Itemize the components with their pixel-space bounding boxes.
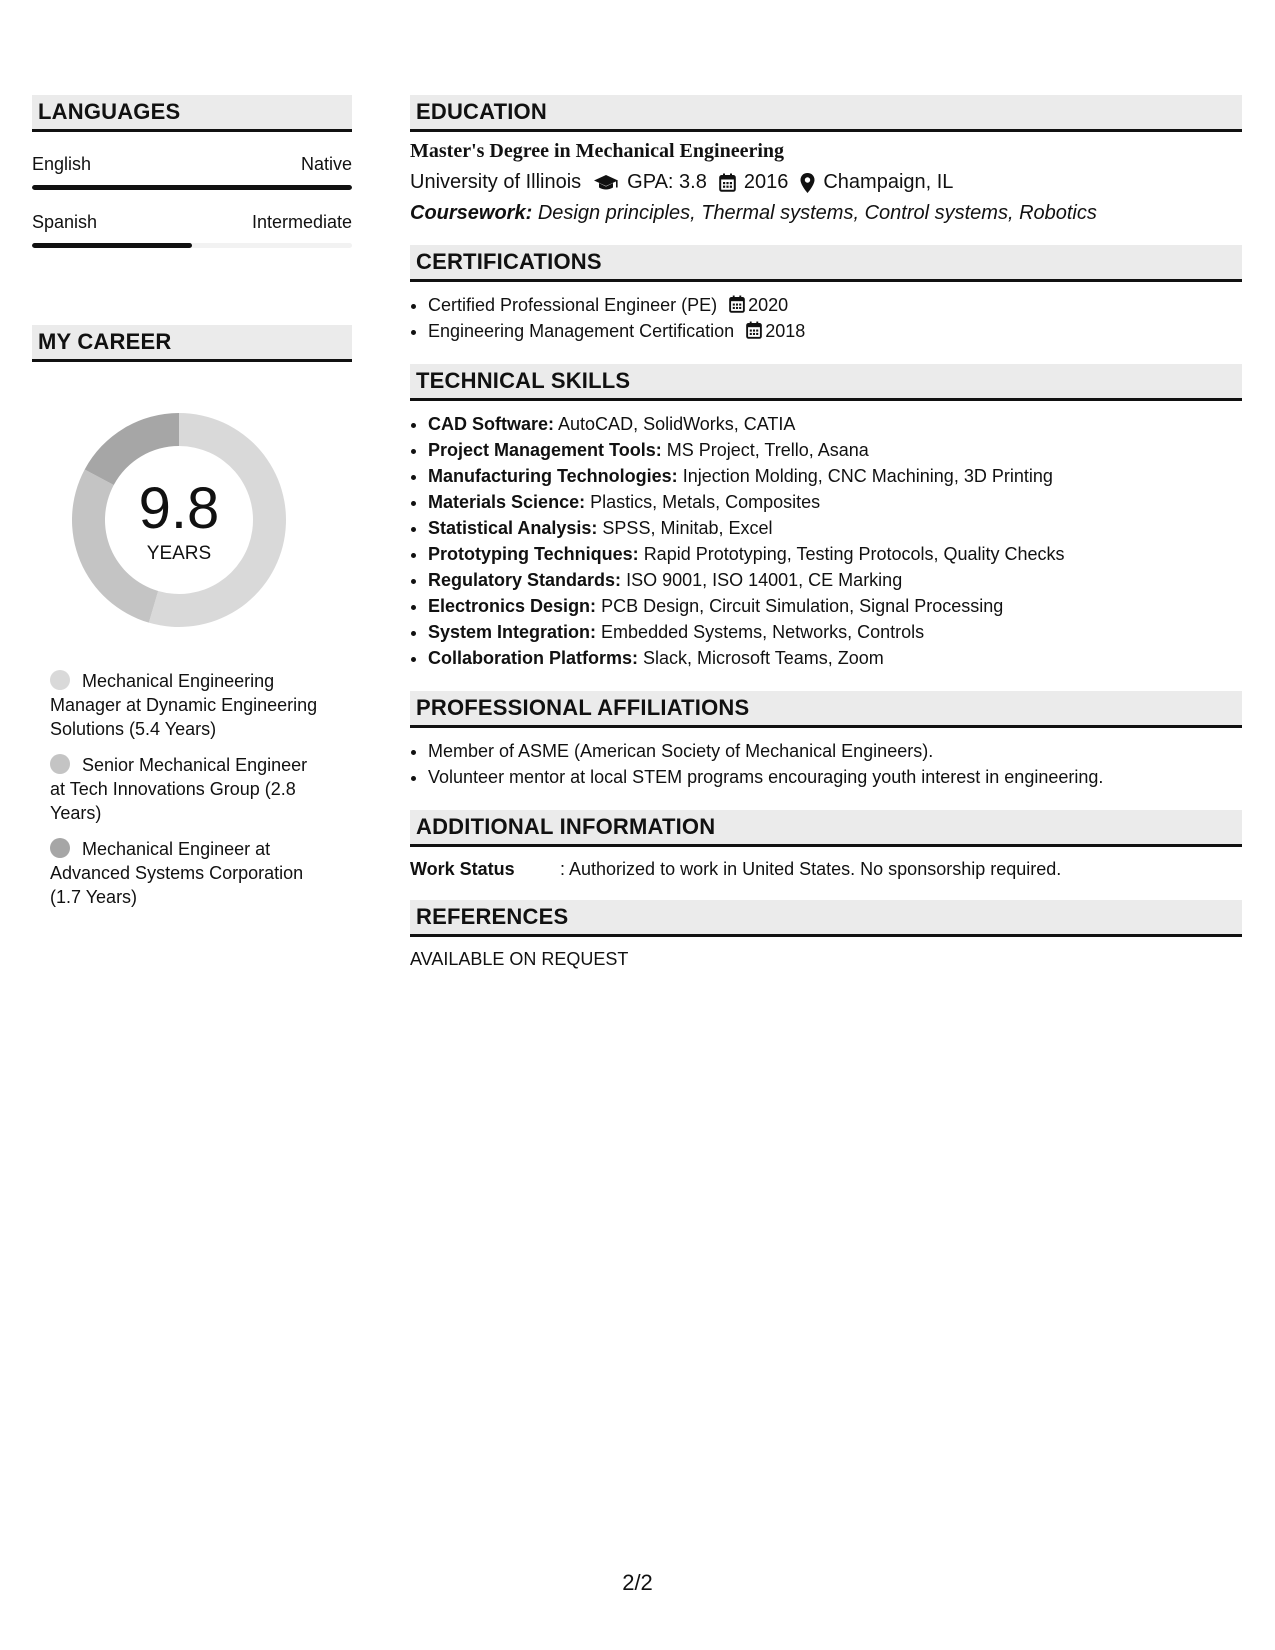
- skill-value: MS Project, Trello, Asana: [666, 440, 869, 460]
- career-item: [50, 669, 320, 741]
- gpa: GPA: 3.8: [627, 171, 707, 193]
- certifications-section: [410, 245, 1242, 344]
- skill-item: [428, 411, 1242, 437]
- languages-section: [32, 95, 352, 248]
- education-details: [410, 171, 1242, 194]
- left-column: [32, 95, 352, 921]
- references-heading: REFERENCES: [410, 900, 1242, 937]
- career-legend-dot-icon: [50, 754, 70, 774]
- skill-value: Embedded Systems, Networks, Controls: [601, 622, 925, 642]
- career-item: [50, 837, 320, 909]
- affiliations-heading: PROFESSIONAL AFFILIATIONS: [410, 691, 1242, 728]
- education-section: [410, 95, 1242, 225]
- work-status-label: Work Status: [410, 859, 515, 879]
- skill-value: SPSS, Minitab, Excel: [602, 518, 773, 538]
- language-item: [32, 212, 352, 248]
- skill-value: ISO 9001, ISO 14001, CE Marking: [626, 570, 903, 590]
- skill-value: Slack, Microsoft Teams, Zoom: [643, 648, 884, 668]
- languages-heading: LANGUAGES: [32, 95, 352, 132]
- skill-value: Injection Molding, CNC Machining, 3D Printing: [682, 466, 1053, 486]
- language-proficiency-bar: [32, 243, 352, 248]
- skill-label: Manufacturing Technologies:: [428, 466, 678, 486]
- skill-label: Project Management Tools:: [428, 440, 662, 460]
- career-total-value: 9.8: [138, 476, 220, 541]
- skill-item: [428, 463, 1242, 489]
- language-row: [32, 212, 352, 233]
- languages-list: [32, 154, 352, 248]
- work-status-value: : Authorized to work in United States. No sponsorship required.: [560, 859, 1062, 879]
- degree-title: Master's Degree in Mechanical Engineering: [410, 140, 785, 162]
- career-item-text: Mechanical Engineer at Advanced Systems Corporation (1.7 Years): [50, 839, 304, 907]
- school-location: Champaign, IL: [823, 171, 954, 193]
- skill-label: Regulatory Standards:: [428, 570, 622, 590]
- additional-heading: ADDITIONAL INFORMATION: [410, 810, 1242, 847]
- career-legend-dot-icon: [50, 838, 70, 858]
- skill-value: PCB Design, Circuit Simulation, Signal Processing: [601, 596, 1004, 616]
- career-legend-dot-icon: [50, 670, 70, 690]
- skill-label: Collaboration Platforms:: [428, 648, 639, 668]
- language-item: [32, 154, 352, 190]
- language-proficiency-bar: [32, 185, 352, 190]
- coursework: [410, 202, 1242, 225]
- skills-list: [410, 411, 1242, 671]
- calendar-icon: [719, 173, 736, 192]
- skills-section: [410, 364, 1242, 671]
- certification-name: Certified Professional Engineer (PE): [428, 295, 718, 315]
- skill-label: System Integration:: [428, 622, 597, 642]
- skill-value: AutoCAD, SolidWorks, CATIA: [558, 414, 796, 434]
- right-column: [410, 95, 1242, 970]
- education-heading: EDUCATION: [410, 95, 1242, 132]
- certification-item: [428, 318, 1242, 344]
- skills-heading: TECHNICAL SKILLS: [410, 364, 1242, 401]
- affiliations-list: [410, 738, 1242, 790]
- coursework-list: Design principles, Thermal systems, Control systems, Robotics: [537, 202, 1097, 224]
- skill-value: Plastics, Metals, Composites: [590, 492, 821, 512]
- certifications-heading: CERTIFICATIONS: [410, 245, 1242, 282]
- skill-label: Statistical Analysis:: [428, 518, 598, 538]
- career-item-text: Mechanical Engineering Manager at Dynamic Engineering Solutions (5.4 Years): [50, 671, 318, 739]
- skill-item: [428, 619, 1242, 645]
- certification-year: 2020: [748, 295, 789, 315]
- skill-item: [428, 489, 1242, 515]
- calendar-icon: [746, 321, 762, 339]
- coursework-label: Coursework:: [410, 202, 533, 224]
- affiliation-item: • Member of ASME (American Society of Mechanical Engineers).: [428, 738, 1242, 764]
- skill-label: Prototyping Techniques:: [428, 544, 639, 564]
- certification-name: Engineering Management Certification: [428, 321, 735, 341]
- skill-item: [428, 593, 1242, 619]
- calendar-icon: [729, 295, 745, 313]
- location-pin-icon: [800, 173, 815, 193]
- career-item-text: Senior Mechanical Engineer at Tech Innovations Group (2.8 Years): [50, 755, 308, 823]
- career-heading: MY CAREER: [32, 325, 352, 362]
- references-section: [410, 900, 1242, 970]
- career-total-unit: YEARS: [146, 543, 212, 564]
- skill-item: [428, 437, 1242, 463]
- language-level: Native: [300, 154, 352, 174]
- donut-segment: [85, 413, 179, 485]
- skill-item: [428, 645, 1242, 671]
- affiliation-item: • Volunteer mentor at local STEM programs encouraging youth interest in engineering.: [428, 764, 1242, 790]
- language-row: [32, 154, 352, 175]
- skill-item: [428, 515, 1242, 541]
- skill-label: Electronics Design:: [428, 596, 597, 616]
- certification-year: 2018: [765, 321, 806, 341]
- skill-item: [428, 541, 1242, 567]
- skill-value: Rapid Prototyping, Testing Protocols, Quality Checks: [643, 544, 1065, 564]
- language-proficiency-fill: [32, 185, 352, 190]
- page-number: 2/2: [622, 1570, 653, 1595]
- language-proficiency-fill: [32, 243, 192, 248]
- language-name: Spanish: [32, 212, 98, 232]
- work-status-row: [410, 859, 1242, 880]
- certification-item: [428, 292, 1242, 318]
- additional-section: [410, 810, 1242, 880]
- career-legend: [50, 669, 320, 909]
- graduation-cap-icon: [593, 174, 619, 192]
- career-section: [32, 325, 352, 909]
- certifications-list: [410, 292, 1242, 344]
- graduation-year: 2016: [743, 171, 789, 193]
- school-name: University of Illinois: [410, 171, 582, 193]
- language-level: Intermediate: [251, 212, 352, 232]
- language-name: English: [32, 154, 92, 174]
- affiliations-section: [410, 691, 1242, 790]
- skill-label: CAD Software:: [428, 414, 555, 434]
- skill-item: [428, 567, 1242, 593]
- career-donut-chart: [66, 407, 292, 633]
- references-text: AVAILABLE ON REQUEST: [410, 949, 629, 969]
- career-item: [50, 753, 320, 825]
- skill-label: Materials Science:: [428, 492, 586, 512]
